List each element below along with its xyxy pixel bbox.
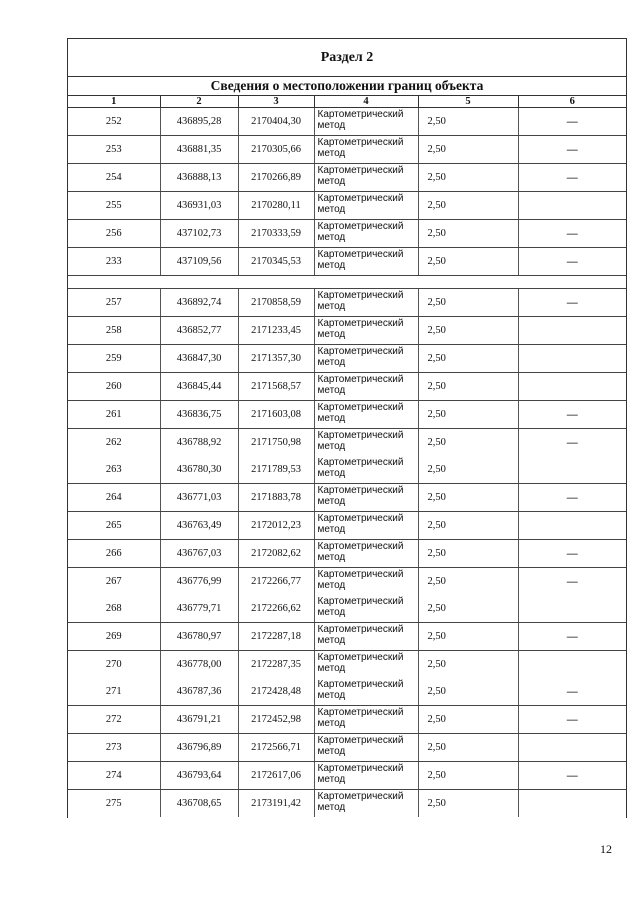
table-row bbox=[68, 289, 626, 317]
method-cell: Картометрический метод bbox=[314, 790, 418, 818]
point-number-cell: 259 bbox=[68, 345, 160, 373]
point-number-cell: 270 bbox=[105, 659, 122, 670]
method-cell: Картометрический метод bbox=[314, 373, 418, 401]
point-number-cell: 267 bbox=[105, 576, 122, 587]
note-cell: — bbox=[518, 220, 626, 248]
table-row bbox=[68, 623, 626, 651]
point-number-cell: 257 bbox=[68, 289, 160, 317]
y-coordinate-cell: 2171568,57 bbox=[238, 373, 314, 401]
x-coordinate-cell: 436778,00 bbox=[160, 651, 238, 679]
point-number-cell: 266 bbox=[68, 540, 160, 568]
point-number-cell: 262 bbox=[105, 437, 122, 448]
method-cell: Картометрический метод bbox=[314, 456, 418, 484]
x-coordinate-cell: 436796,89 bbox=[160, 734, 238, 762]
point-number-cell: 265 bbox=[68, 512, 160, 540]
y-coordinate-cell: 2173191,42 bbox=[238, 790, 314, 818]
note-cell: — bbox=[518, 623, 626, 651]
note-cell bbox=[518, 192, 626, 220]
point-number-cell: 263 bbox=[68, 456, 160, 484]
point-number-cell: 255 bbox=[68, 192, 160, 220]
note-cell bbox=[518, 790, 626, 818]
y-coordinate-cell: 2171750,98 bbox=[238, 429, 314, 457]
x-coordinate-cell: 436888,13 bbox=[160, 164, 238, 192]
table-row bbox=[68, 678, 626, 706]
point-number-cell: 260 bbox=[68, 373, 160, 401]
y-coordinate-cell: 2172287,18 bbox=[238, 623, 314, 651]
note-cell: — bbox=[518, 289, 626, 317]
section-title: Раздел 2 bbox=[68, 39, 626, 77]
y-coordinate-cell: 2171357,30 bbox=[238, 345, 314, 373]
x-coordinate-cell: 436793,64 bbox=[160, 762, 238, 790]
column-header-row bbox=[68, 96, 626, 108]
precision-cell: 2,50 bbox=[418, 192, 518, 220]
precision-cell: 2,50 bbox=[418, 429, 518, 457]
precision-cell: 2,50 bbox=[418, 595, 518, 623]
note-cell: — bbox=[518, 429, 626, 457]
point-number-cell: 258 bbox=[68, 317, 160, 345]
group-separator bbox=[68, 276, 626, 289]
column-header: 4 bbox=[314, 96, 418, 108]
table-row bbox=[68, 568, 626, 596]
note-cell bbox=[518, 317, 626, 345]
point-number-cell: 274 bbox=[68, 762, 160, 790]
note-cell: — bbox=[518, 678, 626, 706]
y-coordinate-cell: 2172428,48 bbox=[238, 678, 314, 706]
section-subtitle: Сведения о местоположении границ объекта bbox=[68, 77, 626, 96]
method-cell: Картометрический метод bbox=[314, 136, 418, 164]
y-coordinate-cell: 2171883,78 bbox=[238, 484, 314, 512]
x-coordinate-cell: 436931,03 bbox=[160, 192, 238, 220]
point-number-cell: 269 bbox=[68, 623, 160, 651]
precision-cell: 2,50 bbox=[418, 164, 518, 192]
method-cell: Картометрический метод bbox=[314, 108, 418, 136]
y-coordinate-cell: 2172287,35 bbox=[238, 651, 314, 679]
method-cell: Картометрический метод bbox=[314, 429, 418, 457]
precision-cell: 2,50 bbox=[418, 651, 518, 679]
note-cell: — bbox=[518, 568, 626, 596]
precision-cell: 2,50 bbox=[418, 401, 518, 429]
note-cell: — bbox=[518, 540, 626, 568]
precision-cell: 2,50 bbox=[418, 220, 518, 248]
method-cell: Картометрический метод bbox=[314, 345, 418, 373]
method-cell: Картометрический метод bbox=[314, 595, 418, 623]
note-cell: — bbox=[518, 484, 626, 512]
x-coordinate-cell: 436895,28 bbox=[160, 108, 238, 136]
y-coordinate-cell: 2170858,59 bbox=[238, 289, 314, 317]
method-cell: Картометрический метод bbox=[314, 706, 418, 734]
method-cell: Картометрический метод bbox=[314, 623, 418, 651]
y-coordinate-cell: 2172082,62 bbox=[238, 540, 314, 568]
x-coordinate-cell: 436708,65 bbox=[160, 790, 238, 818]
note-cell: — bbox=[518, 248, 626, 276]
x-coordinate-cell: 436779,71 bbox=[160, 595, 238, 623]
precision-cell: 2,50 bbox=[418, 734, 518, 762]
note-cell bbox=[518, 345, 626, 373]
note-cell bbox=[518, 734, 626, 762]
method-cell: Картометрический метод bbox=[314, 568, 418, 596]
table-row bbox=[68, 401, 626, 429]
x-coordinate-cell: 436788,92 bbox=[160, 429, 238, 457]
table-row bbox=[68, 108, 626, 136]
x-coordinate-cell: 436847,30 bbox=[160, 345, 238, 373]
point-number-cell: 264 bbox=[68, 484, 160, 512]
table-row bbox=[68, 456, 626, 484]
precision-cell: 2,50 bbox=[418, 248, 518, 276]
table-row bbox=[68, 790, 626, 818]
method-cell: Картометрический метод bbox=[314, 401, 418, 429]
x-coordinate-cell: 436852,77 bbox=[160, 317, 238, 345]
note-cell bbox=[518, 512, 626, 540]
y-coordinate-cell: 2171789,53 bbox=[238, 456, 314, 484]
method-cell: Картометрический метод bbox=[314, 678, 418, 706]
method-cell: Картометрический метод bbox=[314, 512, 418, 540]
y-coordinate-cell: 2170333,59 bbox=[238, 220, 314, 248]
y-coordinate-cell: 2172266,62 bbox=[238, 595, 314, 623]
precision-cell: 2,50 bbox=[418, 623, 518, 651]
y-coordinate-cell: 2172012,23 bbox=[238, 512, 314, 540]
y-coordinate-cell: 2172452,98 bbox=[238, 706, 314, 734]
precision-cell: 2,50 bbox=[418, 484, 518, 512]
method-cell: Картометрический метод bbox=[314, 734, 418, 762]
precision-cell: 2,50 bbox=[418, 512, 518, 540]
y-coordinate-cell: 2171233,45 bbox=[238, 317, 314, 345]
y-coordinate-cell: 2172566,71 bbox=[238, 734, 314, 762]
table-row bbox=[68, 136, 626, 164]
table-row bbox=[68, 512, 626, 540]
precision-cell: 2,50 bbox=[418, 289, 518, 317]
x-coordinate-cell: 436767,03 bbox=[160, 540, 238, 568]
precision-cell: 2,50 bbox=[418, 540, 518, 568]
method-cell: Картометрический метод bbox=[314, 317, 418, 345]
column-header: 5 bbox=[418, 96, 518, 108]
method-cell: Картометрический метод bbox=[314, 220, 418, 248]
precision-cell: 2,50 bbox=[418, 678, 518, 706]
point-number-cell: 275 bbox=[105, 798, 122, 809]
document-sheet bbox=[67, 38, 627, 818]
precision-cell: 2,50 bbox=[418, 136, 518, 164]
note-cell bbox=[518, 456, 626, 484]
method-cell: Картометрический метод bbox=[314, 762, 418, 790]
table-row bbox=[68, 429, 626, 457]
table-row bbox=[68, 595, 626, 623]
point-number-cell: 271 bbox=[68, 678, 160, 706]
precision-cell: 2,50 bbox=[418, 373, 518, 401]
table-row bbox=[68, 540, 626, 568]
y-coordinate-cell: 2172266,77 bbox=[238, 568, 314, 596]
x-coordinate-cell: 436780,97 bbox=[160, 623, 238, 651]
note-cell: — bbox=[518, 401, 626, 429]
precision-cell: 2,50 bbox=[418, 317, 518, 345]
table-row bbox=[68, 762, 626, 790]
y-coordinate-cell: 2170404,30 bbox=[238, 108, 314, 136]
point-number-cell: 272 bbox=[68, 706, 160, 734]
method-cell: Картометрический метод bbox=[314, 484, 418, 512]
x-coordinate-cell: 436836,75 bbox=[160, 401, 238, 429]
precision-cell: 2,50 bbox=[418, 568, 518, 596]
table-row bbox=[68, 734, 626, 762]
y-coordinate-cell: 2170305,66 bbox=[238, 136, 314, 164]
point-number-cell: 261 bbox=[68, 401, 160, 429]
note-cell: — bbox=[518, 136, 626, 164]
note-cell: — bbox=[518, 108, 626, 136]
precision-cell: 2,50 bbox=[418, 762, 518, 790]
x-coordinate-cell: 436892,74 bbox=[160, 289, 238, 317]
table-row bbox=[68, 164, 626, 192]
note-cell: — bbox=[518, 706, 626, 734]
point-number-cell: 252 bbox=[68, 108, 160, 136]
note-cell bbox=[518, 651, 626, 679]
boundary-points-table bbox=[68, 96, 626, 817]
method-cell: Картометрический метод bbox=[314, 164, 418, 192]
precision-cell: 2,50 bbox=[418, 790, 518, 818]
table-row bbox=[68, 373, 626, 401]
note-cell: — bbox=[518, 164, 626, 192]
x-coordinate-cell: 436881,35 bbox=[160, 136, 238, 164]
column-header: 3 bbox=[238, 96, 314, 108]
y-coordinate-cell: 2171603,08 bbox=[238, 401, 314, 429]
table-row bbox=[68, 651, 626, 679]
point-number-cell: 273 bbox=[68, 734, 160, 762]
note-cell bbox=[518, 595, 626, 623]
method-cell: Картометрический метод bbox=[314, 289, 418, 317]
method-cell: Картометрический метод bbox=[314, 192, 418, 220]
table-row bbox=[68, 220, 626, 248]
y-coordinate-cell: 2170345,53 bbox=[238, 248, 314, 276]
x-coordinate-cell: 437109,56 bbox=[160, 248, 238, 276]
note-cell: — bbox=[518, 762, 626, 790]
table-row bbox=[68, 248, 626, 276]
column-header: 2 bbox=[160, 96, 238, 108]
y-coordinate-cell: 2170266,89 bbox=[238, 164, 314, 192]
y-coordinate-cell: 2172617,06 bbox=[238, 762, 314, 790]
x-coordinate-cell: 437102,73 bbox=[160, 220, 238, 248]
x-coordinate-cell: 436780,30 bbox=[160, 456, 238, 484]
note-cell bbox=[518, 373, 626, 401]
y-coordinate-cell: 2170280,11 bbox=[238, 192, 314, 220]
point-number-cell: 253 bbox=[68, 136, 160, 164]
point-number-cell: 256 bbox=[68, 220, 160, 248]
column-header: 6 bbox=[518, 96, 626, 108]
precision-cell: 2,50 bbox=[418, 706, 518, 734]
table-row bbox=[68, 706, 626, 734]
precision-cell: 2,50 bbox=[418, 345, 518, 373]
point-number-cell: 233 bbox=[68, 248, 160, 276]
method-cell: Картометрический метод bbox=[314, 651, 418, 679]
table-row bbox=[68, 192, 626, 220]
page-number: 12 bbox=[600, 842, 612, 856]
x-coordinate-cell: 436763,49 bbox=[160, 512, 238, 540]
column-header: 1 bbox=[68, 96, 160, 108]
table-row bbox=[68, 345, 626, 373]
point-number-cell: 254 bbox=[68, 164, 160, 192]
table-row bbox=[68, 317, 626, 345]
precision-cell: 2,50 bbox=[418, 456, 518, 484]
x-coordinate-cell: 436776,99 bbox=[160, 568, 238, 596]
x-coordinate-cell: 436787,36 bbox=[160, 678, 238, 706]
table-row bbox=[68, 484, 626, 512]
group-separator-cell bbox=[68, 276, 626, 289]
x-coordinate-cell: 436845,44 bbox=[160, 373, 238, 401]
method-cell: Картометрический метод bbox=[314, 248, 418, 276]
point-number-cell: 268 bbox=[68, 595, 160, 623]
method-cell: Картометрический метод bbox=[314, 540, 418, 568]
x-coordinate-cell: 436791,21 bbox=[160, 706, 238, 734]
x-coordinate-cell: 436771,03 bbox=[160, 484, 238, 512]
precision-cell: 2,50 bbox=[418, 108, 518, 136]
